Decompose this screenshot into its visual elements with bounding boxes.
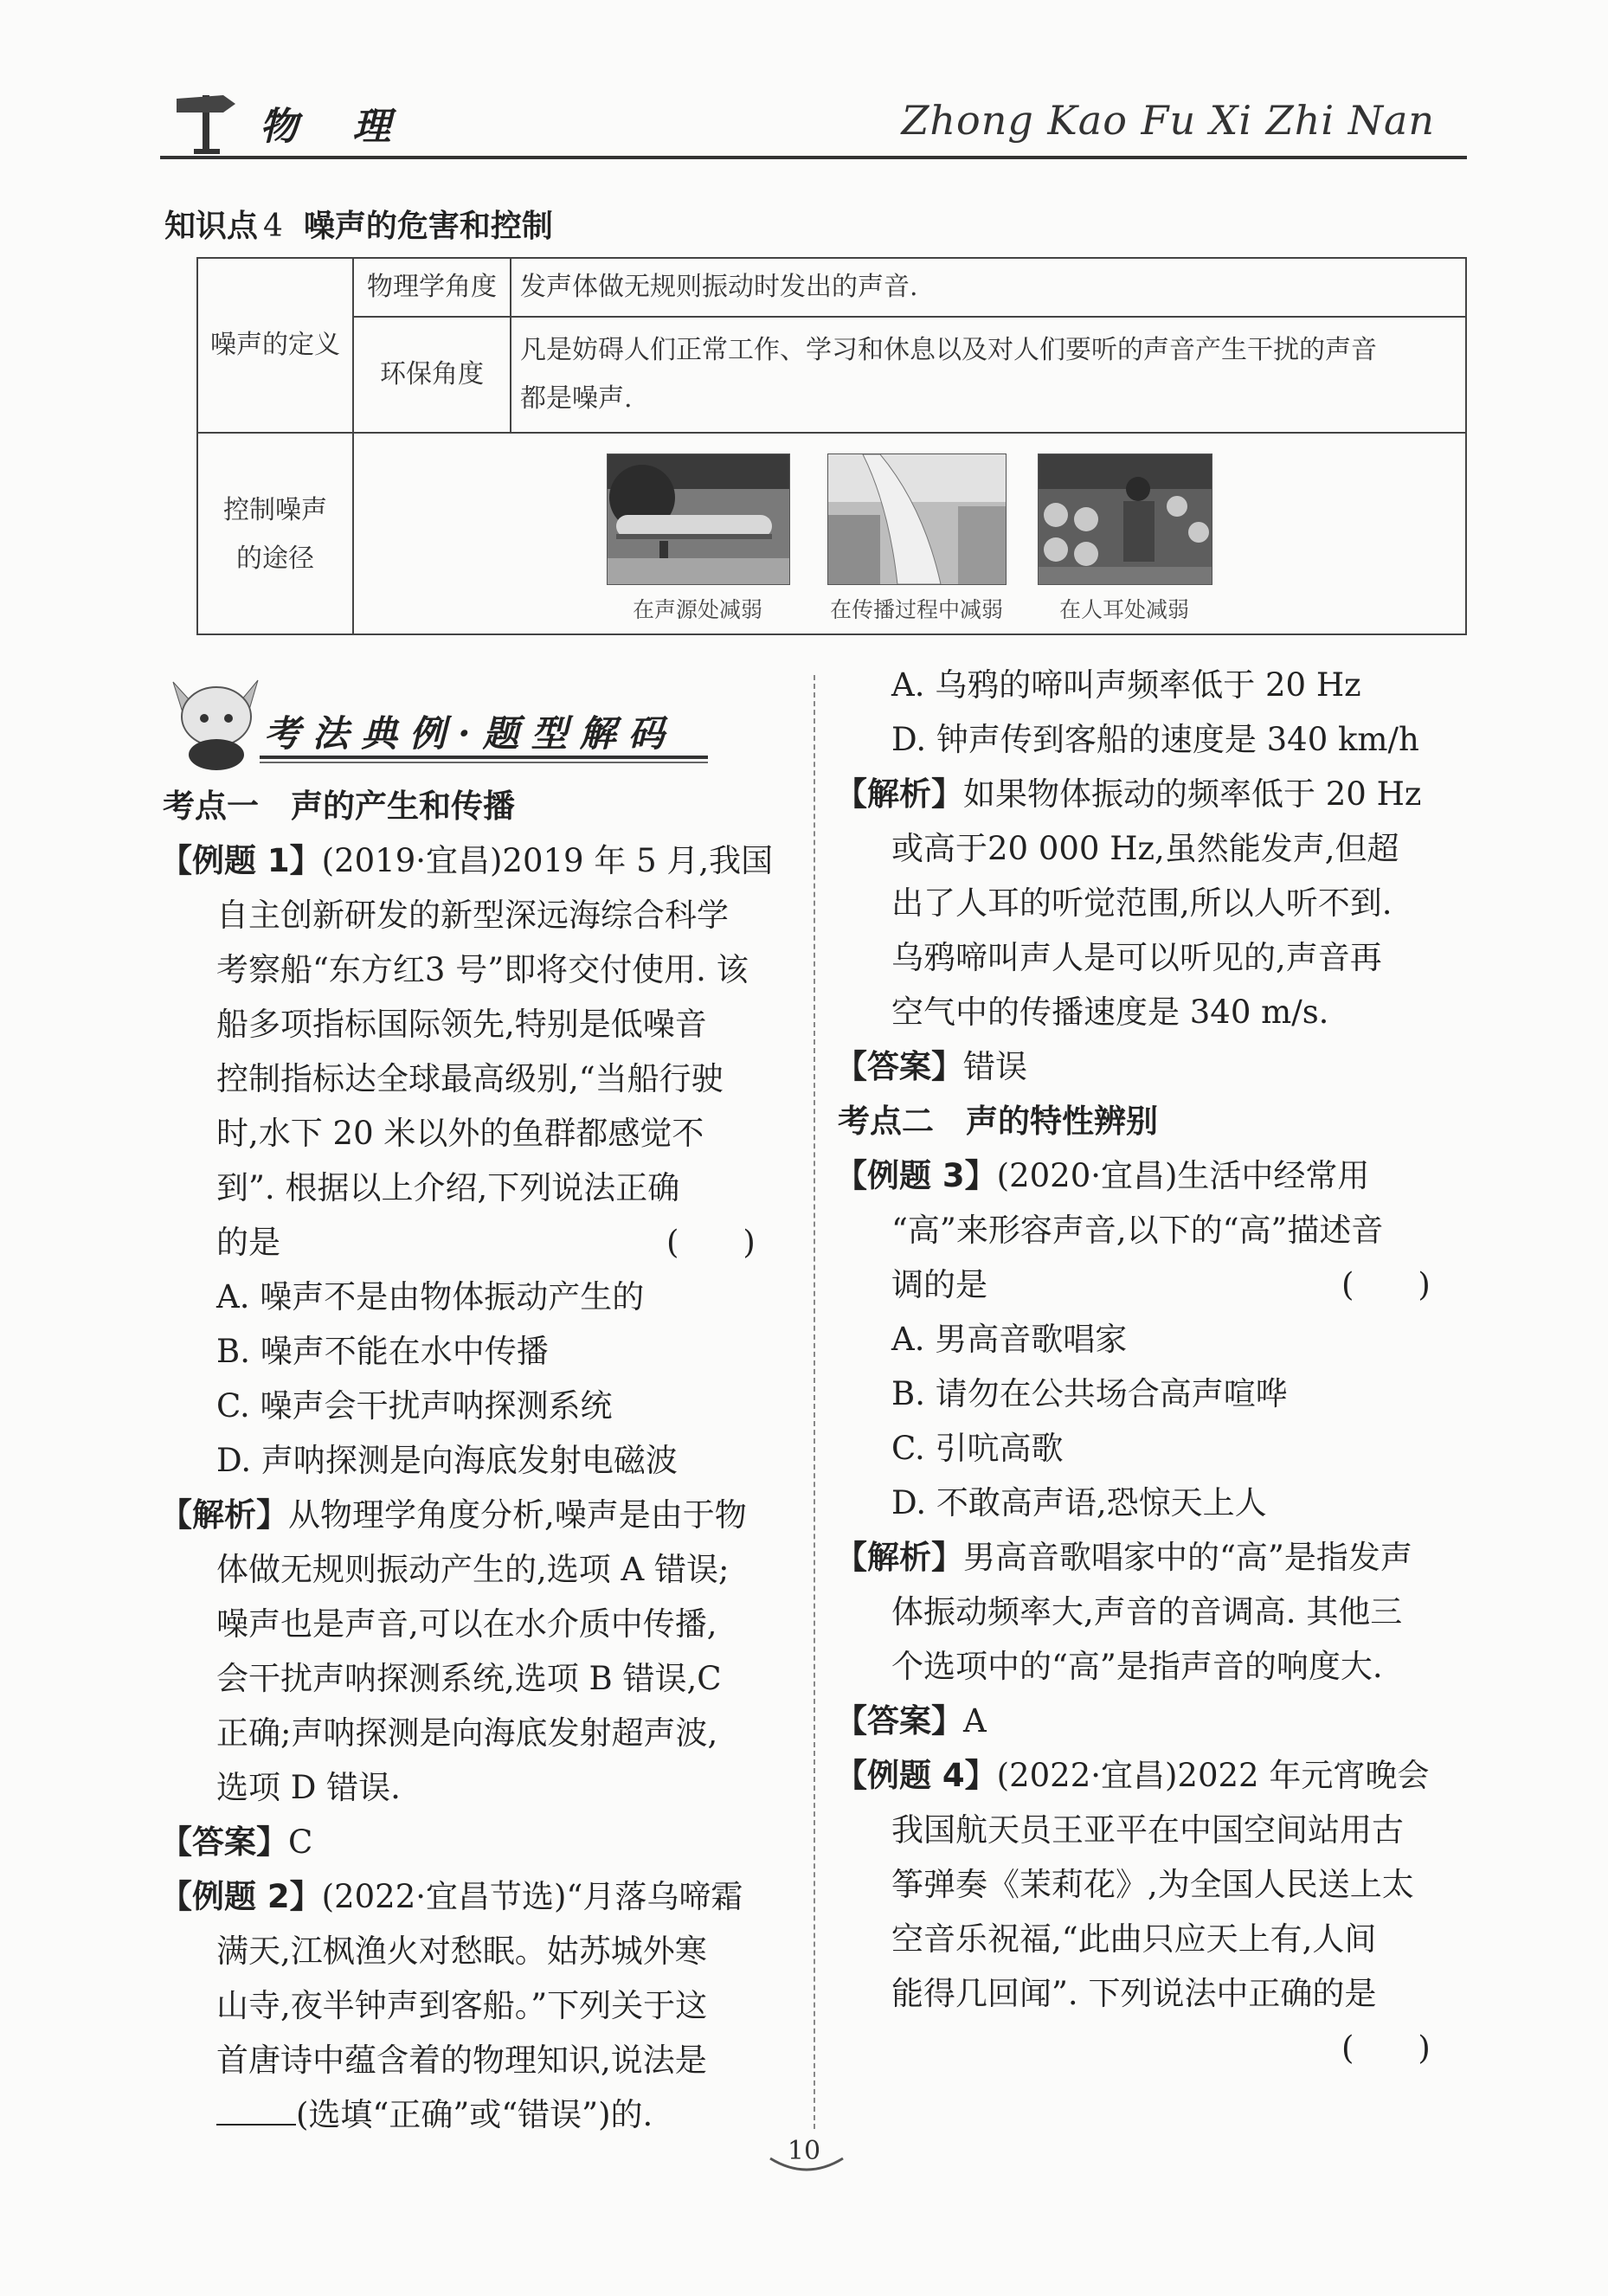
example-1-line: 到”. 根据以上介绍,下列说法正确 (216, 1169, 680, 1206)
example-2-line: (选填“正确”或“错误”)的. (296, 2096, 653, 2133)
analysis-line: 噪声也是声音,可以在水介质中传播, (216, 1605, 717, 1643)
answer-line (835, 1694, 987, 1748)
env-text-line-2: 都是噪声. (520, 383, 633, 414)
page-ornament-icon (769, 2151, 845, 2174)
example-1-line: 时,水下 20 米以外的鱼群都感觉不 (216, 1115, 704, 1152)
example-1-tag: 【例题 1】 (160, 842, 322, 879)
column-divider (814, 675, 815, 2129)
example-3-tag: 【例题 3】 (835, 1157, 997, 1194)
caption-source: 在声源处减弱 (632, 597, 762, 622)
statement-d: D. 钟声传到客船的速度是 340 km/h (891, 721, 1419, 758)
analysis-line: 体振动频率大,声音的音调高. 其他三 (891, 1593, 1403, 1630)
example-4-line: 我国航天员王亚平在中国空间站用古 (891, 1811, 1404, 1849)
analysis-line: 体做无规则振动产生的,选项 A 错误; (216, 1551, 730, 1588)
topic-1-heading: 考点一 声的产生和传播 (163, 788, 515, 825)
sound-barrier-photo (827, 453, 1007, 585)
example-1-line: (2019·宜昌)2019 年 5 月,我国 (321, 842, 774, 879)
analysis-line: 如果物体振动的频率低于 20 Hz (963, 775, 1422, 813)
analysis-line: 乌鸦啼叫声人是可以听见的,声音再 (891, 939, 1382, 976)
answer-blank[interactable] (216, 2089, 296, 2126)
answer-value: 错误 (963, 1048, 1027, 1085)
section-banner-title: 考法典例·题型解码 (264, 712, 677, 755)
analysis-line: 个选项中的“高”是指声音的响度大. (891, 1648, 1383, 1685)
analysis-line: 空气中的传播速度是 340 m/s. (891, 994, 1329, 1031)
analysis-line: 从物理学角度分析,噪声是由于物 (288, 1496, 747, 1534)
answer-tag: 【答案】 (835, 1048, 963, 1085)
example-3-line: “高”来形容声音,以下的“高”描述音 (891, 1212, 1384, 1249)
knowledge-point-title (164, 202, 553, 246)
motorcycle-muffler-photo (607, 453, 790, 585)
example-2-last-line (216, 2087, 653, 2142)
caption-transmission: 在传播过程中减弱 (829, 597, 1003, 622)
env-text-line-1: 凡是妨碍人们正常工作、学习和休息以及对人们要听的声音产生干扰的声音 (520, 335, 1377, 365)
option-a: A. 噪声不是由物体振动产生的 (216, 1278, 645, 1315)
analysis-tag: 【解析】 (160, 1496, 288, 1534)
analysis-line: 或高于20 000 Hz,虽然能发声,但超 (891, 830, 1399, 867)
kp-number: 4 (263, 209, 283, 244)
example-4-line: 空音乐祝福,“此曲只应天上有,人间 (891, 1920, 1377, 1958)
answer-paren: ( ) (1341, 2029, 1431, 2067)
analysis-line: 男高音歌唱家中的“高”是指发声 (963, 1539, 1412, 1576)
example-2-tag: 【例题 2】 (160, 1878, 322, 1915)
banner-underline (260, 756, 708, 759)
analysis-tag: 【解析】 (835, 775, 963, 813)
option-c: C. 引吭高歌 (891, 1430, 1064, 1467)
example-4-line: 能得几回闻”. 下列说法中正确的是 (891, 1975, 1377, 2012)
example-4-tag: 【例题 4】 (835, 1757, 997, 1794)
answer-line (160, 1815, 312, 1869)
example-1-line: 船多项指标国际领先,特别是低噪音 (216, 1006, 707, 1043)
option-b: B. 请勿在公共场合高声喧哗 (891, 1375, 1288, 1412)
example-2-line: 山寺,夜半钟声到客船。”下列关于这 (216, 1987, 708, 2024)
cell-env-label: 环保角度 (380, 359, 484, 389)
cell-def-label: 噪声的定义 (210, 330, 340, 360)
cell-env-text (511, 318, 1467, 432)
analysis-line: 正确;声呐探测是向海底发射超声波, (216, 1714, 718, 1752)
topic-2-heading: 考点二 声的特性辨别 (838, 1103, 1158, 1140)
option-c: C. 噪声会干扰声呐探测系统 (216, 1387, 613, 1425)
header-rule (160, 156, 1467, 159)
example-1-first-line (160, 833, 773, 888)
subject-title: 物 理 (260, 105, 412, 149)
cell-physics-text: 发声体做无规则振动时发出的声音. (520, 272, 918, 302)
example-1-line: 自主创新研发的新型深远海综合科学 (216, 897, 729, 934)
analysis-line: 出了人耳的听觉范围,所以人听不到. (891, 884, 1393, 922)
answer-paren: ( ) (1341, 1266, 1431, 1303)
signpost-icon (173, 87, 242, 156)
example-3-line: 调的是 (891, 1266, 987, 1303)
kp-text: 噪声的危害和控制 (303, 209, 553, 244)
analysis-first-line (835, 1530, 1412, 1585)
example-1-line: 的是 (216, 1224, 280, 1261)
mascot-icon (164, 675, 267, 770)
analysis-line: 会干扰声呐探测系统,选项 B 错误,C (216, 1660, 722, 1697)
statement-a: A. 乌鸦的啼叫声频率低于 20 Hz (891, 666, 1361, 704)
analysis-tag: 【解析】 (835, 1539, 963, 1576)
example-1-line: 考察船“东方红3 号”即将交付使用. 该 (216, 951, 749, 988)
option-d: D. 声呐探测是向海底发射电磁波 (216, 1442, 678, 1479)
answer-paren: ( ) (666, 1224, 756, 1261)
example-2-line: 满天,江枫渔火对愁眠。姑苏城外寒 (216, 1933, 707, 1970)
series-title: Zhong Kao Fu Xi Zhi Nan (901, 97, 1435, 144)
kp-label: 知识点 (164, 209, 259, 244)
example-4-line: 筝弹奏《茉莉花》,为全国人民送上太 (891, 1866, 1414, 1903)
example-4-first-line (835, 1748, 1429, 1803)
answer-tag: 【答案】 (160, 1823, 288, 1861)
answer-line (835, 1039, 1027, 1094)
answer-tag: 【答案】 (835, 1702, 963, 1740)
answer-value: A (963, 1702, 987, 1740)
example-1-line: 控制指标达全球最高级别,“当船行驶 (216, 1060, 724, 1097)
answer-value: C (288, 1823, 313, 1861)
table-hline-2 (198, 432, 1467, 434)
option-d: D. 不敢高声语,恐惊天上人 (891, 1484, 1267, 1521)
example-3-line: (2020·宜昌)生活中经常用 (996, 1157, 1370, 1194)
analysis-line: 选项 D 错误. (216, 1769, 401, 1806)
factory-worker-photo (1038, 453, 1212, 585)
control-label-line-2: 的途径 (236, 543, 314, 574)
example-2-first-line (160, 1869, 743, 1924)
example-4-line: (2022·宜昌)2022 年元宵晚会 (996, 1757, 1430, 1794)
control-label-line-1: 控制噪声 (223, 494, 327, 525)
page-number: 10 (787, 2136, 821, 2166)
example-3-first-line (835, 1148, 1369, 1203)
option-b: B. 噪声不能在水中传播 (216, 1333, 549, 1370)
banner-underline-thin (260, 762, 708, 763)
cell-physics-label: 物理学角度 (367, 272, 497, 302)
example-2-line: (2022·宜昌节选)“月落乌啼霜 (321, 1878, 743, 1915)
cell-control-label (198, 434, 352, 635)
analysis-first-line (835, 767, 1421, 821)
analysis-first-line (160, 1488, 747, 1542)
noise-table (196, 257, 1467, 635)
caption-ear: 在人耳处减弱 (1058, 597, 1189, 622)
example-2-line: 首唐诗中蕴含着的物理知识,说法是 (216, 2042, 707, 2079)
option-a: A. 男高音歌唱家 (891, 1321, 1128, 1358)
